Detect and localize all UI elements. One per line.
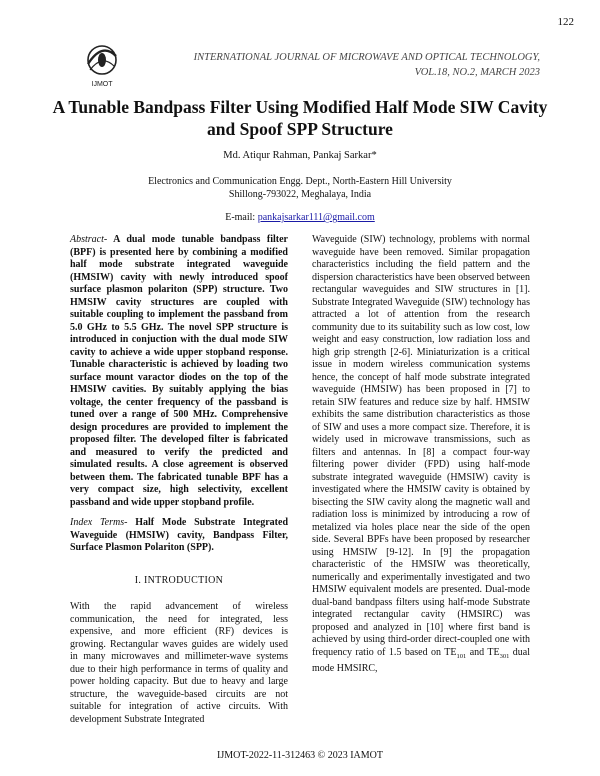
affiliation-line-1: Electronics and Communication Engg. Dept., North-Eastern Hill University: [148, 176, 452, 187]
affiliation-line-2: Shillong-793022, Meghalaya, India: [228, 188, 372, 200]
abstract-text: A dual mode tunable bandpass filter (BPF) is presented here by combining a modified half mode substrate integrated waveguide (HMSIW) cavity with newly introduced spoof surface plasmon polariton (SPP) structure. Two HMSIW cavity structures are coupled with suitable coupling to implement the passband from 5.0 GHz to 5.5 GHz. The novel SPP structure is introduced in conjuction with the dual mode SIW cavity to achieve a wide upper stopband response. Tunable characteristic is achieved by loading two surface mount varactor diodes on the top of the HMSIW cavities. By suitably applying the bias voltage, the center frequency of the passband is tuned over a range of 500 MHz. Comprehensive design procedures are provided to implement the proposed filter. The developed filter is fabricated and measured to verify the predicted and simulated results. A close agreement is observed between them. The fabricated tunable BPF has a very compact size, high selectivity, excellent passband and wide upper stopband profile.: [70, 234, 288, 508]
abstract-label: Abstract-: [70, 234, 108, 245]
index-terms-label: Index Terms-: [70, 517, 128, 528]
page-number: 122: [557, 16, 574, 28]
journal-name: INTERNATIONAL JOURNAL OF MICROWAVE AND OPTICAL TECHNOLOGY,: [193, 52, 540, 63]
right-column: [312, 234, 530, 676]
te301-mode: $TE_{301}$: [487, 646, 510, 660]
paper-affiliation: [0, 176, 600, 201]
intro-right-text: Waveguide (SIW) technology, problems with normal waveguide have been removed. Similar propagation characteristics including the field pattern and the dispersion characteristics have been observed between rectangular waveguides and SIW structures in [1]. Substrate Integrated Waveguide (SIW) technology has attracted a lot of attention from the research community due to its suitability such as low cost, low weight and easy construction, low radiation loss and high grip strength [2-6]. Miniaturization is a critical issue in modern wireless communication systems hence, the concept of half mode substrate integrated waveguide (HMSIW) has been proposed in [7] to retain SIW features and reduce size by half. HMSIW exhibits the same distribution characteristics as those of SIW and uses a more compact size. Therefore, it is widely used in microwave transmissions, such as filters and antennas. In [8] a compact four-way filtering power divider (FPD) using half-mode substrate integrated waveguide (HMSIW) cavity is investigated where the HMSIW cavity is obtained by bisecting the SIW cavity along the magnetic wall and radiation loss is minimized by introducing a row of metalized via holes place near the side of the open side. Several BPFs have been proposed by researcher using HMSIW [9-12]. In [9] the propagation characteristic of the HMSIW was theoretically, numerically and experimentally investigated and two HMSIW equivalent models are presented. Dual-mode dual-band bandpass filters using half-mode Substrate integrated rectangular cavity (HMSIRC) was proposed and analyzed in [10] where first band is achieved by using third-order direct-coupled one with frequency ratio of 1.5 based on: [312, 234, 530, 658]
contact-email: [0, 212, 600, 223]
page-footer: IJMOT-2022-11-312463 © 2023 IAMOT: [216, 750, 383, 761]
index-terms: [70, 517, 288, 555]
journal-logo-icon: [80, 40, 124, 90]
intro-paragraph-left: With the rapid advancement of wireless communication, the need for integrated, less expensive, and more efficient (RF) devices is growing. Rectangular waves guides are widely used in many microwaves and millimeter-wave systems due to their high performance in terms of quality and power holding capacity. But due to heavy and large structure, the waveguide-based circuits are not suitable for integration of active circuits. With development Substrate Integrated: [70, 601, 288, 725]
index-terms-text: Half Mode Substrate Integrated Waveguide (HMSIW) cavity, Bandpass Filter, Surface Plasmon Polariton (SPP).: [70, 517, 289, 553]
abstract: [70, 234, 288, 509]
intro-paragraph-right: Waveguide (SIW) technology, problems with normal waveguide have been removed. Similar propagation characteristics including the field pattern and the dispersion characteristics have been observed between rectangular waveguides and SIW structures in [1]. Substrate Integrated Waveguide (SIW) technology has attracted a lot of attention from the research community due to its suitability such as low cost, low weight and easy construction, low radiation loss and high grip strength [2-6]. Miniaturization is a critical issue in modern wireless communication systems hence, the concept of half mode substrate integrated waveguide (HMSIW) has been proposed in [7] to retain SIW features and reduce size by half. HMSIW exhibits the same distribution characteristics as those of SIW and uses a more compact size. Therefore, it is widely used in microwave transmissions, such as filters and antennas. In [8] a compact four-way filtering power divider (FPD) using half-mode substrate integrated waveguide (HMSIW) cavity is investigated where the HMSIW cavity is obtained by bisecting the SIW cavity along the magnetic wall and radiation loss is minimized by introducing a row of metalized via holes place near the side of the open side. Several BPFs have been proposed by researcher using HMSIW [9-12]. In [9] the propagation characteristic of the HMSIW was theoretically, numerically and experimentally investigated and two HMSIW equivalent models are presented. Dual-mode dual-band bandpass filters using half-mode Substrate integrated rectangular cavity (HMSIRC) was proposed and analyzed in [10] where first band is achieved by using third-order direct-coupled one with frequency ratio of 1.5 based on $TE_{101}$ and $TE_{301}$ dual mode HMSIRC,: [312, 234, 531, 674]
journal-logo: [80, 40, 124, 90]
te101-mode: $TE_{101}$: [444, 646, 467, 660]
section-heading: I. INTRODUCTION: [134, 574, 224, 586]
left-column: [70, 234, 288, 726]
paper-title: A Tunable Bandpass Filter Using Modified Half Mode SIW Cavity and Spoof SPP Structure: [52, 97, 548, 139]
journal-volume: VOL.18, NO.2, MARCH 2023: [414, 67, 540, 78]
journal-logo-text: IJMOT: [91, 81, 113, 88]
email-link[interactable]: pankajsarkar111@gmail.com: [257, 212, 375, 223]
paper-authors: Md. Atiqur Rahman, Pankaj Sarkar*: [223, 150, 377, 161]
journal-header: [140, 50, 540, 80]
email-label: E-mail:: [225, 212, 258, 223]
